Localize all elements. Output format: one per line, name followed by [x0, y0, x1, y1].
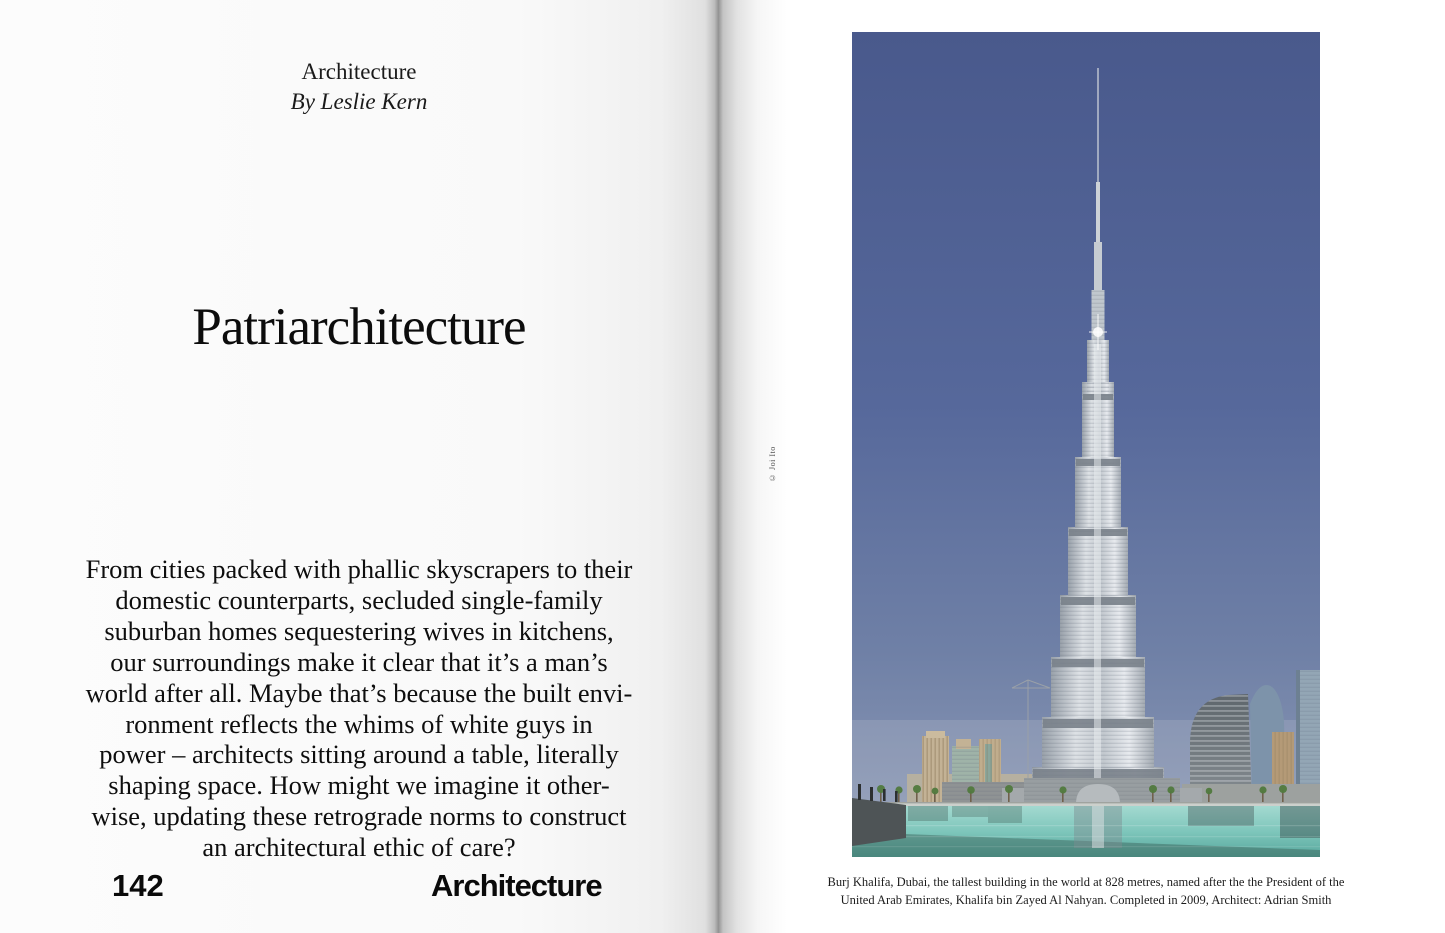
standfirst-line: suburban homes sequestering wives in kitchens, [104, 615, 614, 646]
left-page [0, 0, 718, 933]
page-number: 142 [112, 868, 164, 903]
right-page [718, 0, 1445, 933]
article-title: Patriarchitecture [192, 298, 526, 356]
standfirst-line: From cities packed with phallic skyscrapers to their [85, 554, 633, 584]
standfirst-line: ronment reflects the whims of white guys in [125, 708, 593, 739]
burj-khalifa-photo [852, 32, 1320, 857]
standfirst-line: an architectural ethic of care? [202, 832, 516, 863]
standfirst-line: world after all. Maybe that’s because the built envi- [85, 677, 633, 708]
standfirst-line: our surroundings make it clear that it’s a man’s [110, 646, 608, 677]
caption-line: Burj Khalifa, Dubai, the tallest building in the world at 828 metres, named after the the President of the [827, 875, 1345, 889]
caption-line: United Arab Emirates, Khalifa bin Zayed Al Nahyan. Completed in 2009, Architect: Adrian Smith [840, 893, 1332, 907]
byline: By Leslie Kern [290, 89, 428, 114]
standfirst-line: power – architects sitting around a table, literally [99, 739, 619, 770]
water [852, 806, 1320, 857]
standfirst [39, 554, 679, 863]
burj-khalifa-illustration [852, 32, 1320, 857]
core-highlight [1094, 344, 1101, 792]
photo-credit: © Joi Ito [768, 446, 777, 482]
standfirst-line: shaping space. How might we imagine it other- [108, 770, 610, 801]
photo-caption [806, 873, 1366, 909]
footer-section-label: Architecture [431, 868, 602, 903]
standfirst-line: domestic counterparts, secluded single-family [115, 584, 603, 615]
section-kicker: Architecture [301, 59, 417, 84]
standfirst-line: wise, updating these retrograde norms to construct [91, 801, 627, 832]
